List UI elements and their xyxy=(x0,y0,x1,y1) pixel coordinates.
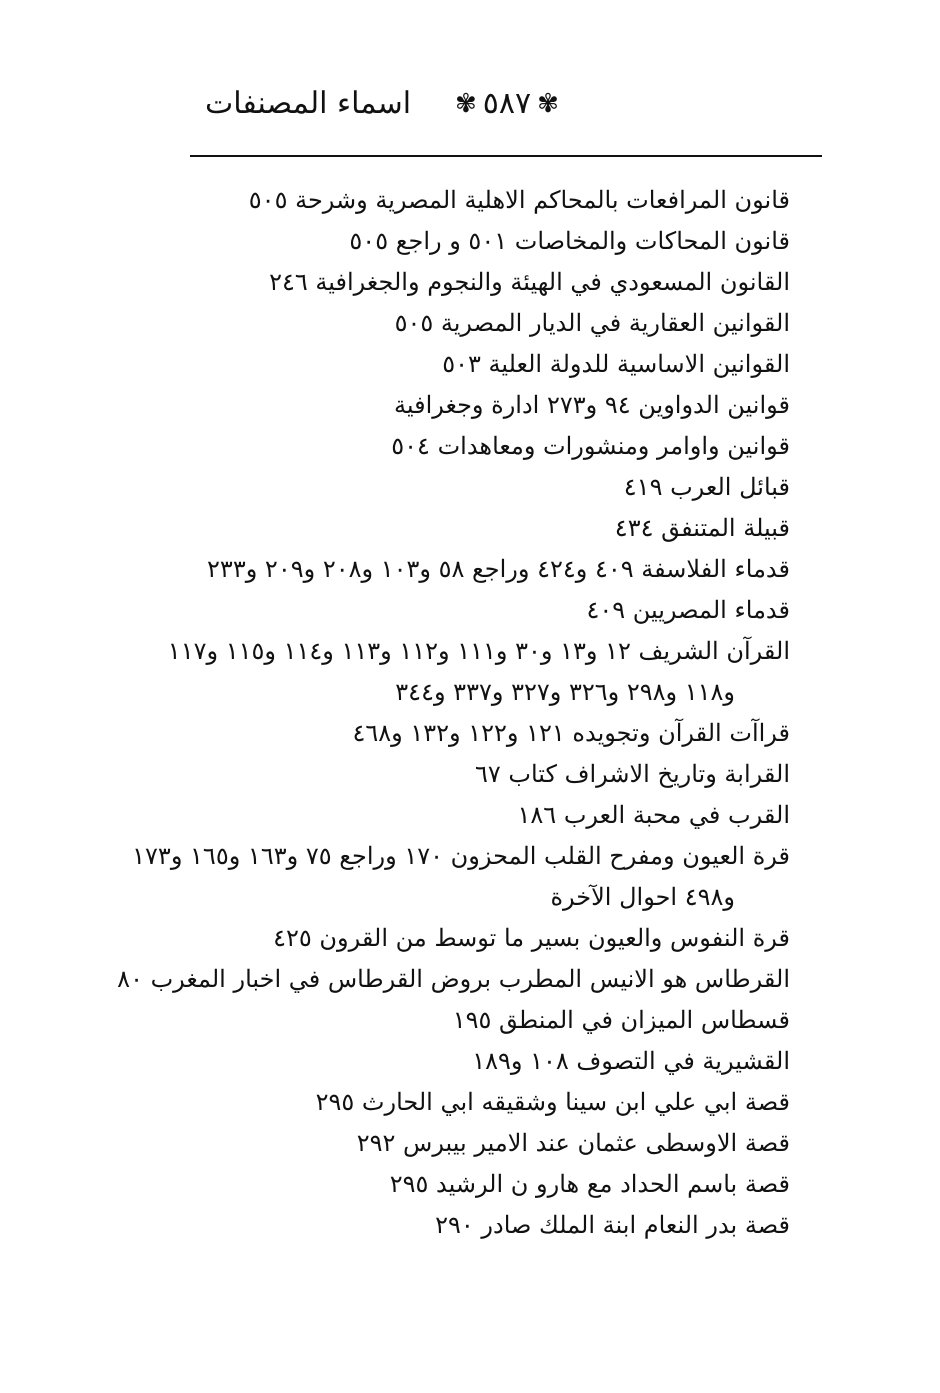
index-entry: القرآن الشريف ١٢ و١٣ و٣٠ و١١١ و١١٢ و١١٣ و١١٤ و١١٥ و١١٧ xyxy=(167,637,790,665)
index-entry: القوانين العقارية في الديار المصرية ٥٠٥ xyxy=(394,309,790,337)
header-rule xyxy=(190,155,822,157)
index-entry: قبائل العرب ٤١٩ xyxy=(623,473,790,501)
index-entry-continuation: و٤٩٨ احوال الآخرة xyxy=(550,883,735,911)
page-number-group xyxy=(455,86,559,121)
index-entry: قانون المحاكات والمخاصات ٥٠١ و راجع ٥٠٥ xyxy=(349,227,790,255)
index-entry: قصة بدر النعام ابنة الملك صادر ٢٩٠ xyxy=(435,1211,790,1239)
index-entry: قراآت القرآن وتجويده ١٢١ و١٢٢ و١٣٢ و٤٦٨ xyxy=(352,719,790,747)
index-entry: القرب في محبة العرب ١٨٦ xyxy=(517,801,790,829)
index-entry: القوانين الاساسية للدولة العلية ٥٠٣ xyxy=(442,350,790,378)
running-title: اسماء المصنفات xyxy=(205,86,412,121)
ornament-icon: ✾ xyxy=(455,88,477,119)
index-entry: قوانين واوامر ومنشورات ومعاهدات ٥٠٤ xyxy=(391,432,790,460)
index-entry: قوانين الدواوين ٩٤ و٢٧٣ ادارة وجغرافية xyxy=(394,391,790,419)
page-number: ٥٨٧ xyxy=(482,86,532,121)
index-entry: القانون المسعودي في الهيئة والنجوم والجغرافية ٢٤٦ xyxy=(269,268,790,296)
index-entry: قدماء المصريين ٤٠٩ xyxy=(586,596,790,624)
index-entry: قرة النفوس والعيون بسير ما توسط من القرون ٤٢٥ xyxy=(273,924,790,952)
index-entry-continuation: و١١٨ و٢٩٨ و٣٢٦ و٣٢٧ و٣٣٧ و٣٤٤ xyxy=(395,678,735,706)
index-entry: قصة ابي علي ابن سينا وشقيقه ابي الحارث ٢٩٥ xyxy=(315,1088,790,1116)
index-entries xyxy=(117,180,790,1246)
index-entry: قبيلة المتنفق ٤٣٤ xyxy=(614,514,790,542)
ornament-icon: ✾ xyxy=(537,88,559,119)
index-entry: قدماء الفلاسفة ٤٠٩ و٤٢٤ وراجع ٥٨ و١٠٣ و٢٠٨ و٢٠٩ و٢٣٣ xyxy=(207,555,790,583)
index-entry: قسطاس الميزان في المنطق ١٩٥ xyxy=(452,1006,790,1034)
index-entry: قصة الاوسطى عثمان عند الامير بيبرس ٢٩٢ xyxy=(356,1129,790,1157)
index-entry: القرطاس هو الانيس المطرب بروض القرطاس في اخبار المغرب ٨٠ xyxy=(117,965,790,993)
index-entry: قرة العيون ومفرح القلب المحزون ١٧٠ وراجع ٧٥ و١٦٣ و١٦٥ و١٧٣ xyxy=(132,842,790,870)
index-entry: قصة باسم الحداد مع هارو ن الرشيد ٢٩٥ xyxy=(389,1170,790,1198)
index-entry: القشيرية في التصوف ١٠٨ و١٨٩ xyxy=(472,1047,790,1075)
index-entry: القرابة وتاريخ الاشراف كتاب ٦٧ xyxy=(474,760,790,788)
index-entry: قانون المرافعات بالمحاكم الاهلية المصرية وشرحة ٥٠٥ xyxy=(248,186,790,214)
